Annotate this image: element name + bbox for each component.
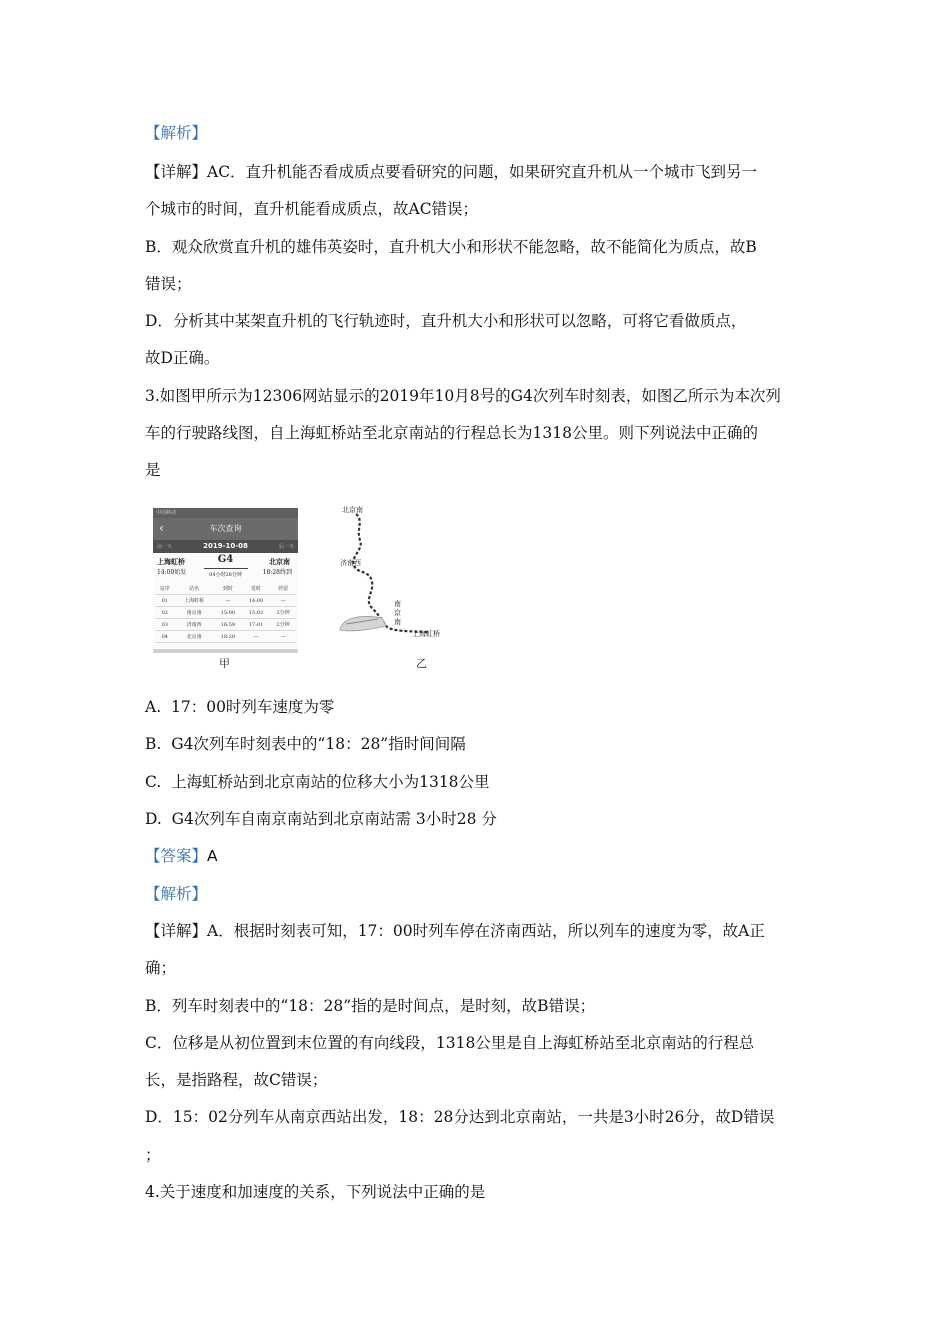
table-row: [155, 607, 296, 619]
question-3-stem: 车的行驶路线图，自上海虹桥站至北京南站的行程总长为1318公里。则下列说法中正确的: [145, 424, 758, 442]
option-d: [145, 809, 497, 829]
option-text: G4次列车自南京南站到北京南站需 3小时28 分: [171, 810, 497, 828]
table-row: [155, 631, 296, 643]
question-3-stem: 3.如图甲所示为12306网站显示的2019年10月8号的G4次列车时刻表，如图乙所示为本次列: [145, 387, 781, 405]
cell: 01: [161, 597, 168, 604]
cell: 02: [161, 609, 168, 616]
to-time: 18:28终到: [262, 569, 292, 576]
timetable: [155, 583, 296, 643]
figure-yi-caption: 乙: [416, 657, 427, 670]
timetable-header: [153, 518, 298, 540]
cell: 2分钟: [276, 622, 290, 628]
cell: 18:28: [220, 633, 236, 640]
bottom-divider: [153, 649, 298, 653]
option-label: A.: [145, 698, 162, 716]
analysis-heading: 【解析】: [145, 885, 208, 903]
text-line: 【详解】AC．直升机能否看成质点要看研究的问题，如果研究直升机从一个城市飞到另一: [145, 163, 758, 181]
prev-day-label: 前一天: [157, 544, 173, 550]
answer-line: [145, 846, 218, 866]
cell: 上海虹桥: [184, 598, 205, 604]
explain-line: B．列车时刻表中的“18：28”指的是时间点，是时刻，故B错误；: [145, 997, 596, 1015]
col-header: 发时: [251, 586, 262, 592]
cell: —: [280, 597, 286, 604]
table-header-row: [155, 583, 296, 595]
cell: 2分钟: [276, 610, 290, 616]
phone-status-bar: 中国移动: [153, 508, 298, 518]
explain-line: C．位移是从初位置到末位置的有向线段，1318公里是自上海虹桥站至北京南站的行程总: [145, 1034, 755, 1052]
from-station: 上海虹桥: [157, 557, 185, 566]
option-label: B.: [145, 735, 162, 753]
date-label: 2019-10-08: [203, 542, 248, 550]
cell: 14:00: [248, 597, 264, 604]
option-label: C.: [145, 773, 162, 791]
back-arrow-icon: ‹: [159, 521, 164, 535]
cell: —: [225, 597, 231, 604]
cell: 南京南: [186, 610, 202, 616]
to-station: 北京南: [269, 557, 290, 566]
station-label-beijing: 北京南: [342, 506, 363, 514]
explain-line: 【详解】A．根据时刻表可知，17：00时列车停在济南西站，所以列车的速度为零，故A正: [145, 922, 765, 940]
cell: 济南西: [186, 622, 202, 628]
cell: 17:01: [248, 621, 264, 628]
option-c: [145, 772, 490, 792]
explain-line: D．15：02分列车从南京西站出发，18：28分达到北京南站，一共是3小时26分，故D错误: [145, 1108, 775, 1126]
option-text: 17：00时列车速度为零: [170, 698, 335, 716]
table-row: [155, 595, 296, 607]
analysis-heading: 【解析】: [145, 124, 208, 142]
cell: —: [253, 633, 259, 640]
question-4-stem: 4.关于速度和加速度的关系，下列说法中正确的是: [145, 1183, 486, 1201]
answer-value: A: [207, 847, 218, 865]
station-label-jinan: 济南西: [340, 559, 361, 567]
text-line: 个城市的时间，直升机能看成质点，故AC错误；: [145, 200, 479, 218]
option-text: 上海虹桥站到北京南站的位移大小为1318公里: [171, 773, 490, 791]
question-3-stem: 是: [145, 461, 161, 479]
cell: 16:59: [220, 621, 236, 628]
option-text: G4次列车时刻表中的“18：28”指时间间隔: [171, 735, 466, 753]
station-label-shanghai: 上海虹桥: [412, 630, 440, 638]
route-summary: [153, 553, 298, 583]
from-time: 14:00始发: [157, 569, 187, 576]
date-bar: [153, 540, 298, 553]
text-line: B．观众欣赏直升机的雄伟英姿时，直升机大小和形状不能忽略，故不能简化为质点，故B: [145, 238, 757, 256]
cell: 03: [161, 621, 168, 628]
text-line: 故D正确。: [145, 349, 220, 367]
cell: —: [280, 633, 286, 640]
table-row: [155, 619, 296, 631]
text-line: 错误；: [145, 275, 192, 293]
next-day-label: 后一天: [278, 544, 294, 550]
figure-yi-route-map: [320, 500, 480, 650]
col-header: 停留: [278, 586, 289, 592]
explain-line: ；: [145, 1146, 161, 1164]
col-header: 站序: [159, 586, 170, 592]
station-label-nanjing: 南京南: [394, 600, 401, 626]
option-label: D.: [145, 810, 162, 828]
answer-tag: 【答案】: [145, 847, 208, 865]
explain-line: 长，是指路程，故C错误；: [145, 1071, 328, 1089]
figure-jia-timetable: [153, 508, 298, 648]
text-line: D．分析其中某架直升机的飞行轨迹时，直升机大小和形状可以忽略，可将它看做质点，: [145, 312, 747, 330]
col-header: 站名: [189, 586, 200, 592]
explain-line: 确；: [145, 959, 177, 977]
train-icon: [340, 617, 386, 631]
route-arrow-icon: [204, 568, 248, 569]
duration: 04小时28分钟: [209, 572, 242, 578]
route-line: [353, 514, 428, 632]
cell: 04: [161, 633, 168, 640]
option-b: [145, 734, 466, 754]
option-a: [145, 697, 334, 717]
cell: 15:00: [220, 609, 236, 616]
train-number: G4: [217, 554, 234, 565]
figure-jia-caption: 甲: [219, 657, 230, 670]
col-header: 到时: [222, 586, 233, 592]
cell: 15:02: [248, 609, 264, 616]
timetable-title: 车次查询: [209, 524, 242, 533]
cell: 北京南: [186, 634, 202, 640]
